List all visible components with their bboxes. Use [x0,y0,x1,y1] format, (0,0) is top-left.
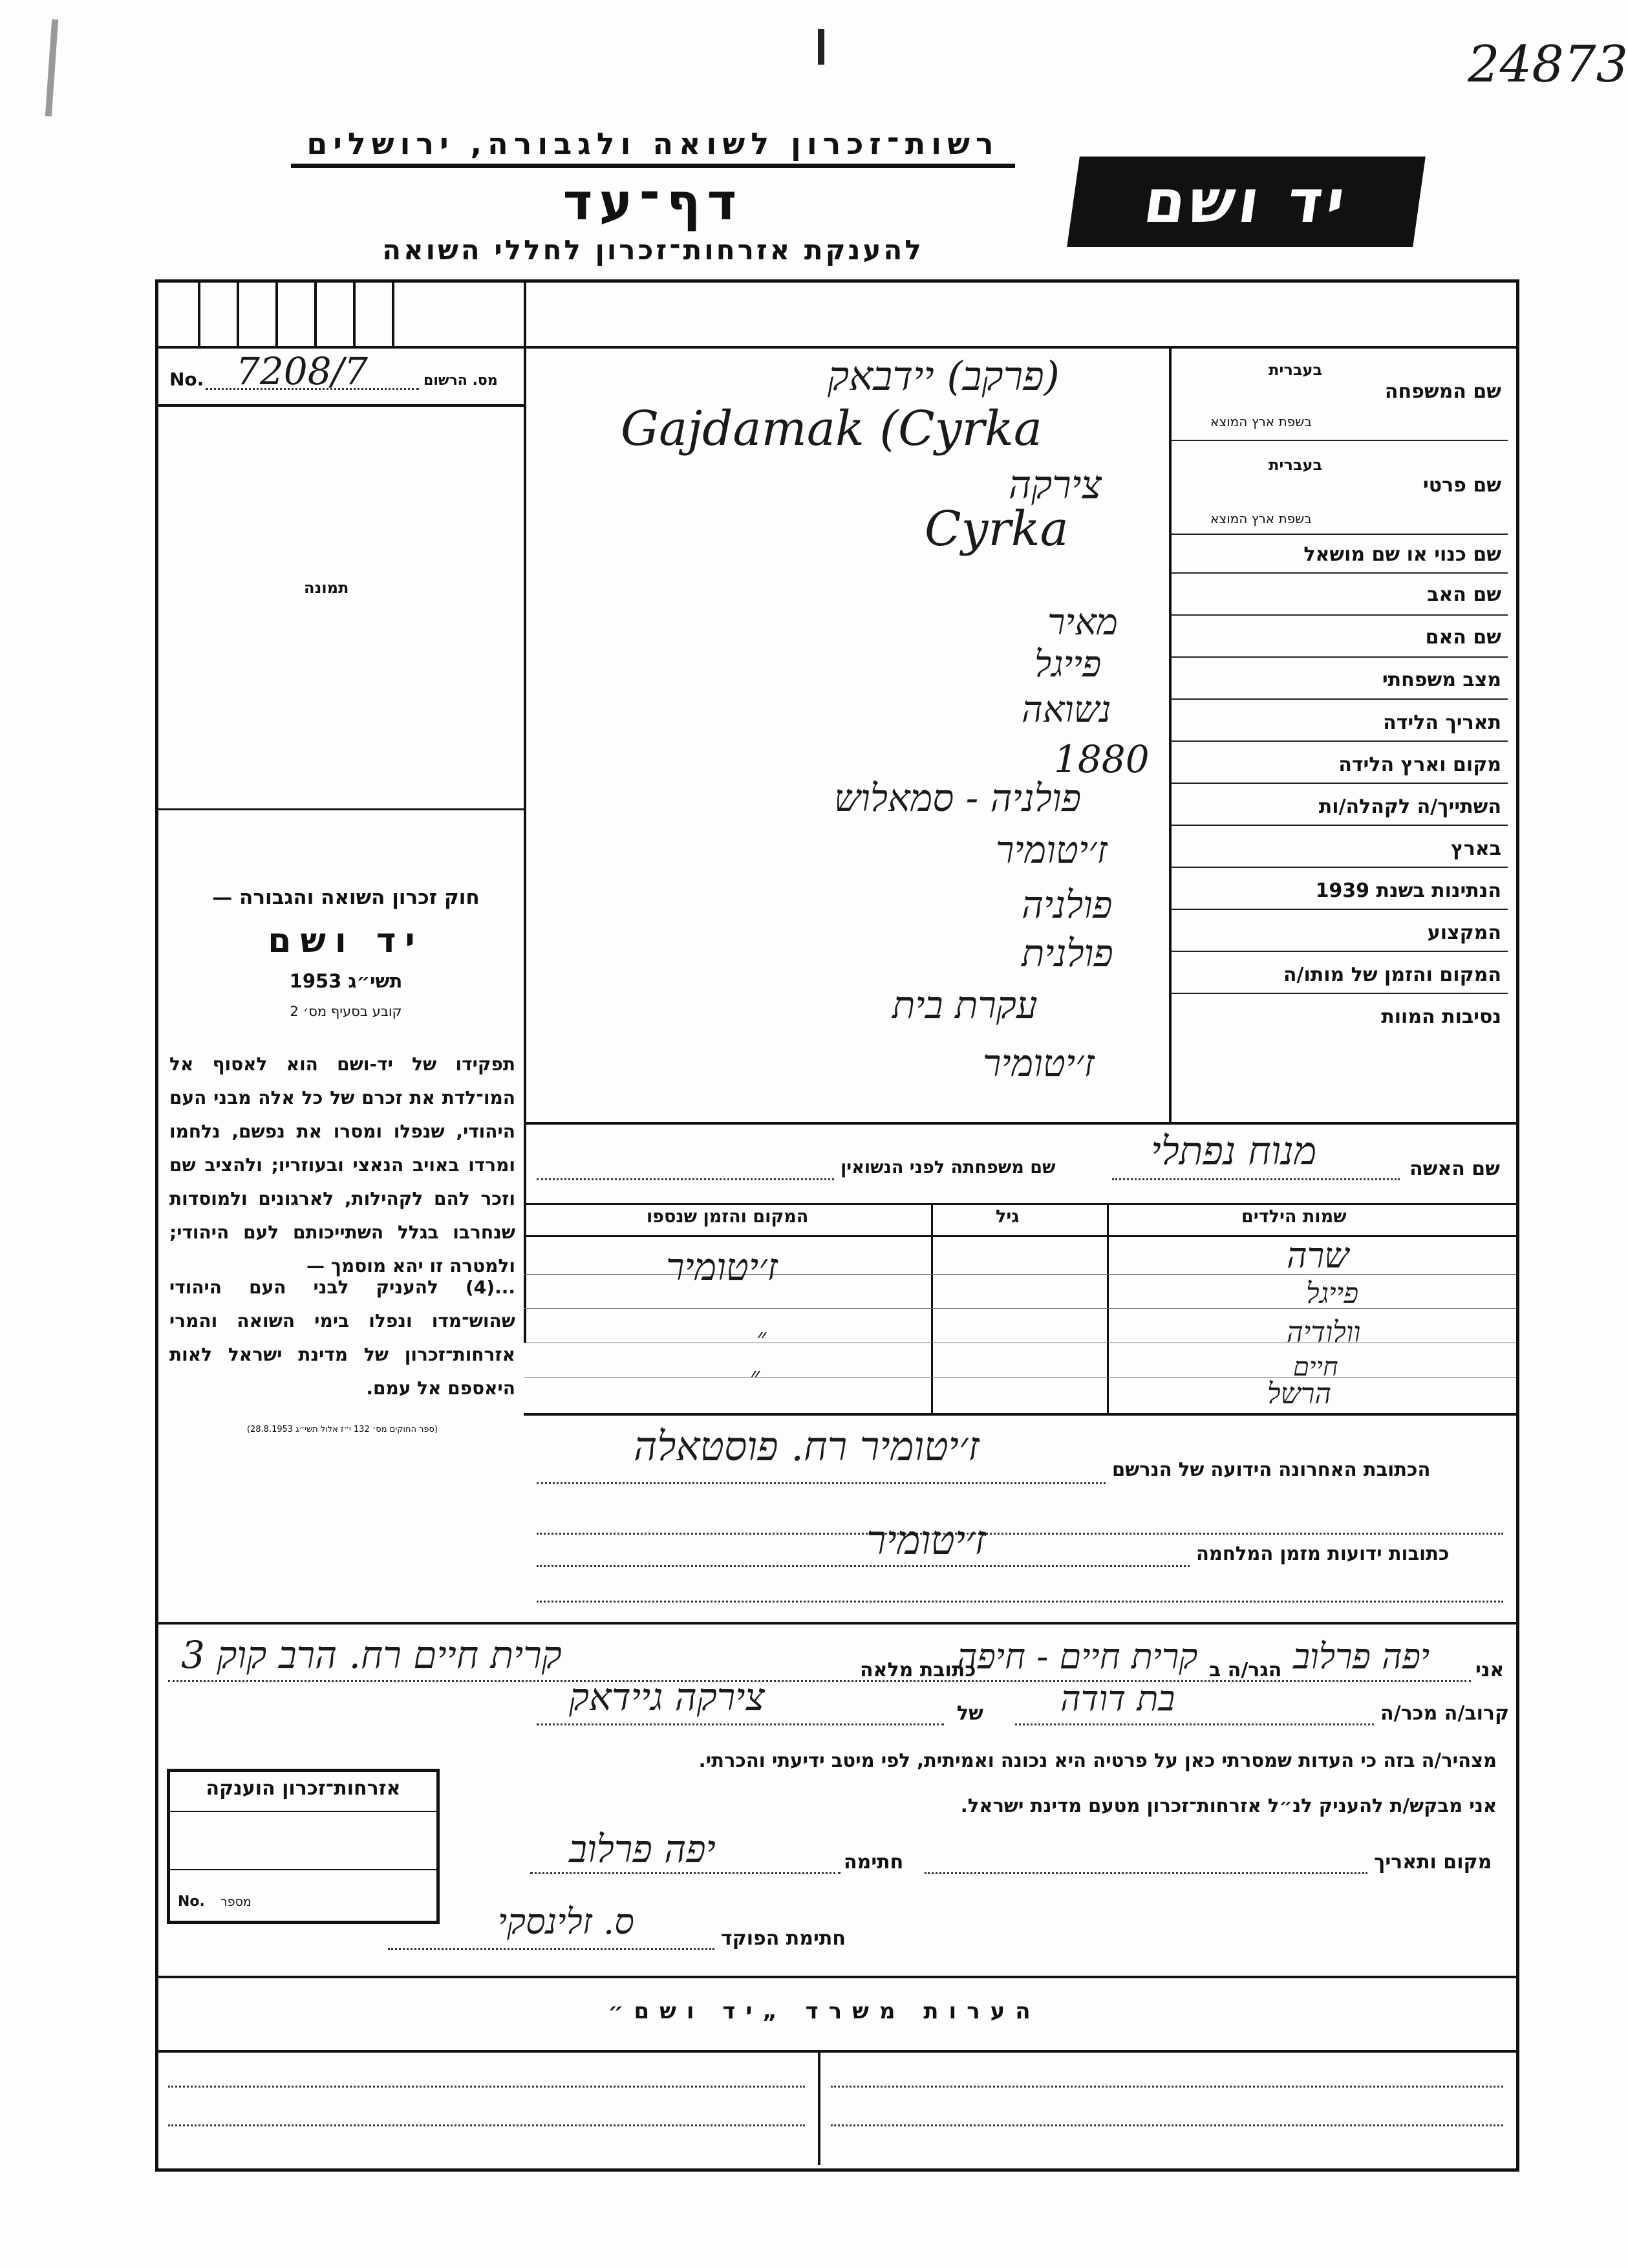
remarks-line [168,2086,805,2088]
margin-mark [45,19,58,116]
death-place-value: עקרת בית [892,983,1038,1027]
address-line-2 [537,1533,1503,1535]
table-row: ״ [750,1362,760,1392]
decl-resident-label: הגר/ה ב [1209,1659,1282,1681]
citizenship-no-sub: מספר [220,1895,252,1909]
birth-date-label: תאריך הלידה [1383,711,1501,734]
birth-place-label: מקום וארץ הלידה [1338,753,1501,776]
table-row: פייגל [1306,1277,1359,1310]
decl-city-value: קרית חיים - חיפה [957,1636,1198,1677]
officer-signature-line [388,1948,714,1950]
remarks-line [831,2124,1503,2126]
relation-label: קרוב/ה מכר/ה [1380,1702,1510,1725]
law-name: יד ושם [268,922,424,960]
children-place-header: המקום והזמן שנספו [647,1207,809,1227]
remarks-line [168,2124,805,2126]
children-names-header: שמות הילדים [1241,1207,1347,1227]
family-name-origin-label: בשפת ארץ המוצא [1210,414,1312,429]
nationality-value: פולניה [1022,883,1113,927]
table-row: הרשל [1267,1377,1332,1410]
relation-of-line [537,1723,944,1725]
fields-block [1172,349,1508,1122]
officer-signature-label: חתימת הפוקד [721,1927,846,1950]
citizenship-box [167,1769,440,1924]
father-name-value: מאיר [1047,601,1118,643]
last-address-value: ז׳יטומיר רח. פוסטאלה [634,1423,980,1470]
country-value: ז׳יטומיר [996,828,1108,872]
maiden-name-label: שם משפחתה לפני הנשואין [841,1158,1056,1178]
registration-no-label: No. [169,369,204,390]
registration-no-value: 7208/7 [236,349,369,393]
spouse-value: מנוח נפתלי [1151,1129,1317,1174]
table-row: ז׳יטומיר [666,1245,778,1289]
profession-value: פולנית [1022,931,1113,975]
citizenship-no-label: No. [178,1894,205,1910]
decl-name-value: יפה פרלוב [1293,1636,1430,1677]
family-name-hebrew-label: בעברית [1269,361,1323,379]
photo-label: תמונה [304,579,349,597]
death-circumstances-value: ז׳יטומיר [983,1041,1095,1085]
death-place-time-label: המקום והזמן של מותו/ה [1283,964,1501,986]
law-body-2: ...(4) להעניק לבני העם היהודי שהוש־מדו ונפלו בימי השואה והמרי אזרחות־זכרון של מדינת ישראל לאות היאספם אל עמם. [169,1277,515,1399]
top-mark [818,29,824,65]
table-row: שרה [1287,1235,1349,1276]
logo: יד ושם [1067,157,1426,247]
family-name-hebrew-value: (פרקב) יידבאק [828,352,1060,400]
page-title: דף־עד [562,173,744,232]
first-name-origin-value: Cyrka [925,501,1069,557]
nickname-label: שם כנוי או שם מושאל [1303,543,1501,566]
community-value: פולניה - סמאלוש [834,776,1082,820]
nationality-label: הנתינות בשנת 1939 [1315,880,1501,902]
law-source: (ספר החוקים מס׳ 132 י״ז אלול תשי״ג 28.8.1953) [246,1425,438,1434]
first-name-hebrew-label: בעברית [1269,456,1323,474]
father-name-label: שם האב [1427,583,1501,606]
first-name-hebrew-value: צירקה [1009,462,1102,508]
first-name-label: שם פרטי [1422,474,1501,497]
relation-line [1015,1723,1374,1725]
remarks-title: הערות משרד „יד ושם״ [608,1998,1041,2024]
strip-cells [159,283,521,346]
decl-address-label: כתובת מלאה [860,1659,976,1681]
officer-signature-value: ס. זלינסקי [498,1901,634,1942]
corner-number: 24873 [1468,36,1628,94]
decl-prefix: אני [1475,1659,1505,1681]
decl-line-1 [168,1680,1471,1682]
relation-of-value: צירקה גיידאק [569,1675,765,1719]
war-addresses-value: ז׳יטומיר [866,1517,986,1564]
law-year: תשי״ג 1953 [289,970,403,992]
citizenship-box-title: אזרחות־זכרון הוענקה [206,1777,401,1800]
relation-of-label: של [957,1702,983,1725]
declaration-line-3: מצהיר/ה בזה כי העדות שמסרתי כאן על פרטיה היא נכונה ואמיתית, לפי מיטב ידיעתי והכרתי. [698,1749,1497,1771]
family-name-origin-value: Gajdamak (Cyrka [621,401,1042,457]
last-address-line [537,1482,1106,1484]
signature-line [530,1872,841,1874]
marital-status-value: נשואה [1022,689,1111,731]
page-subtitle: להענקת אזרחות־זכרון לחללי השואה [382,234,924,266]
war-addresses-line [537,1565,1190,1567]
war-addresses-label: כתובות ידועות מזמן המלחמה [1196,1542,1450,1564]
table-row: חיים [1293,1352,1338,1382]
last-address-label: הכתובת האחרונה הידועה של הנרשם [1112,1458,1431,1480]
family-name-label: שם המשפחה [1384,380,1501,403]
marital-status-label: מצב משפחתי [1382,669,1501,691]
place-date-label: מקום ותאריך [1374,1851,1492,1874]
signature-value: יפה פרלוב [569,1827,716,1871]
remarks-line [831,2086,1503,2088]
place-date-line [925,1872,1367,1874]
address-line-3 [537,1601,1503,1603]
relation-value: בת דודה [1060,1678,1175,1719]
spouse-label: שם האשה [1409,1158,1500,1180]
table-row: וולודיה [1287,1316,1361,1349]
law-body: תפקידו של יד-ושם הוא לאסוף אל המו־לדת את זכרם של כל אלה מבני העם היהודי, שנפלו ומסרו את נפשם, נלחמו ומרדו באויב הנאצי ובעוזריו; ולהציב שם וזכר להם לקהילות, לארגונים ולמוסדות שנחרבו בגלל השתייכותם לעם היהודי; ולמטרה זו יהא מוסמך — [169,1053,515,1277]
maiden-name-line [537,1178,834,1180]
registration-label: מס. הרשום [423,373,498,389]
profession-label: המקצוע [1427,922,1501,944]
children-age-header: גיל [996,1207,1020,1227]
death-circumstances-label: נסיבות המוות [1381,1006,1501,1028]
law-title: חוק זכרון השואה והגבורה — [212,886,480,909]
mother-name-value: פייגל [1034,643,1102,686]
signature-label: חתימה [844,1851,904,1874]
community-label: השתייך/ה לקהלה/ות [1318,795,1501,818]
country-label: בארץ [1450,837,1501,860]
table-row: ״ [756,1323,767,1353]
birth-date-value: 1880 [1054,737,1150,781]
law-clause: קובע בסעיף מס׳ 2 [290,1004,402,1019]
declaration-line-4: אני מבקש/ת להעניק לנ״ל אזרחות־זכרון מטעם מדינת ישראל. [960,1795,1497,1817]
first-name-origin-label: בשפת ארץ המוצא [1210,511,1312,526]
mother-name-label: שם האם [1425,626,1501,649]
spouse-line [1112,1178,1400,1180]
decl-address-value: קרית חיים רח. הרב קוק 3 [181,1633,562,1677]
org-line: רשות־זכרון לשואה ולגבורה, ירושלים [291,126,1015,168]
